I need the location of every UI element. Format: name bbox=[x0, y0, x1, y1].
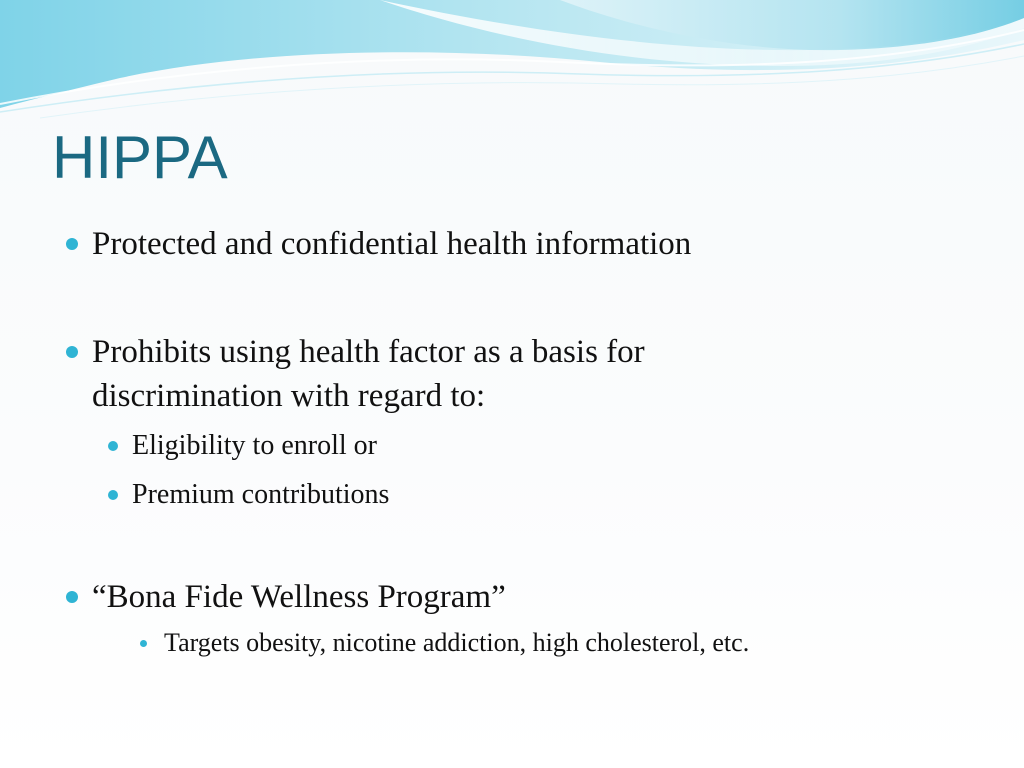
bullet-marker-icon bbox=[140, 640, 147, 647]
slide-title: HIPPA bbox=[52, 124, 228, 191]
bullet-marker-icon bbox=[66, 591, 78, 603]
bullet-item bbox=[66, 330, 645, 418]
sub-sub-bullet-text: Targets obesity, nicotine addiction, high cholesterol, etc. bbox=[164, 628, 750, 657]
sub-bullet-text: Premium contributions bbox=[132, 479, 390, 510]
bullet-item bbox=[66, 222, 691, 266]
bullet-item bbox=[66, 575, 506, 619]
sub-bullet-item bbox=[108, 428, 377, 464]
sub-bullet-item bbox=[108, 477, 389, 513]
bullet-marker-icon bbox=[108, 441, 118, 451]
bullet-marker-icon bbox=[66, 238, 78, 250]
bullet-text-block bbox=[92, 330, 645, 418]
bullet-text: “Bona Fide Wellness Program” bbox=[92, 579, 506, 615]
bullet-text-line: Prohibits using health factor as a basis for bbox=[92, 334, 645, 370]
bullet-text-line: discrimination with regard to: bbox=[92, 378, 486, 414]
bullet-text: Protected and confidential health information bbox=[92, 226, 692, 262]
bullet-marker-icon bbox=[66, 346, 78, 358]
sub-sub-bullet-item bbox=[140, 626, 749, 660]
sub-bullet-text: Eligibility to enroll or bbox=[132, 430, 377, 461]
decorative-wave-header bbox=[0, 0, 1024, 130]
bullet-marker-icon bbox=[108, 490, 118, 500]
